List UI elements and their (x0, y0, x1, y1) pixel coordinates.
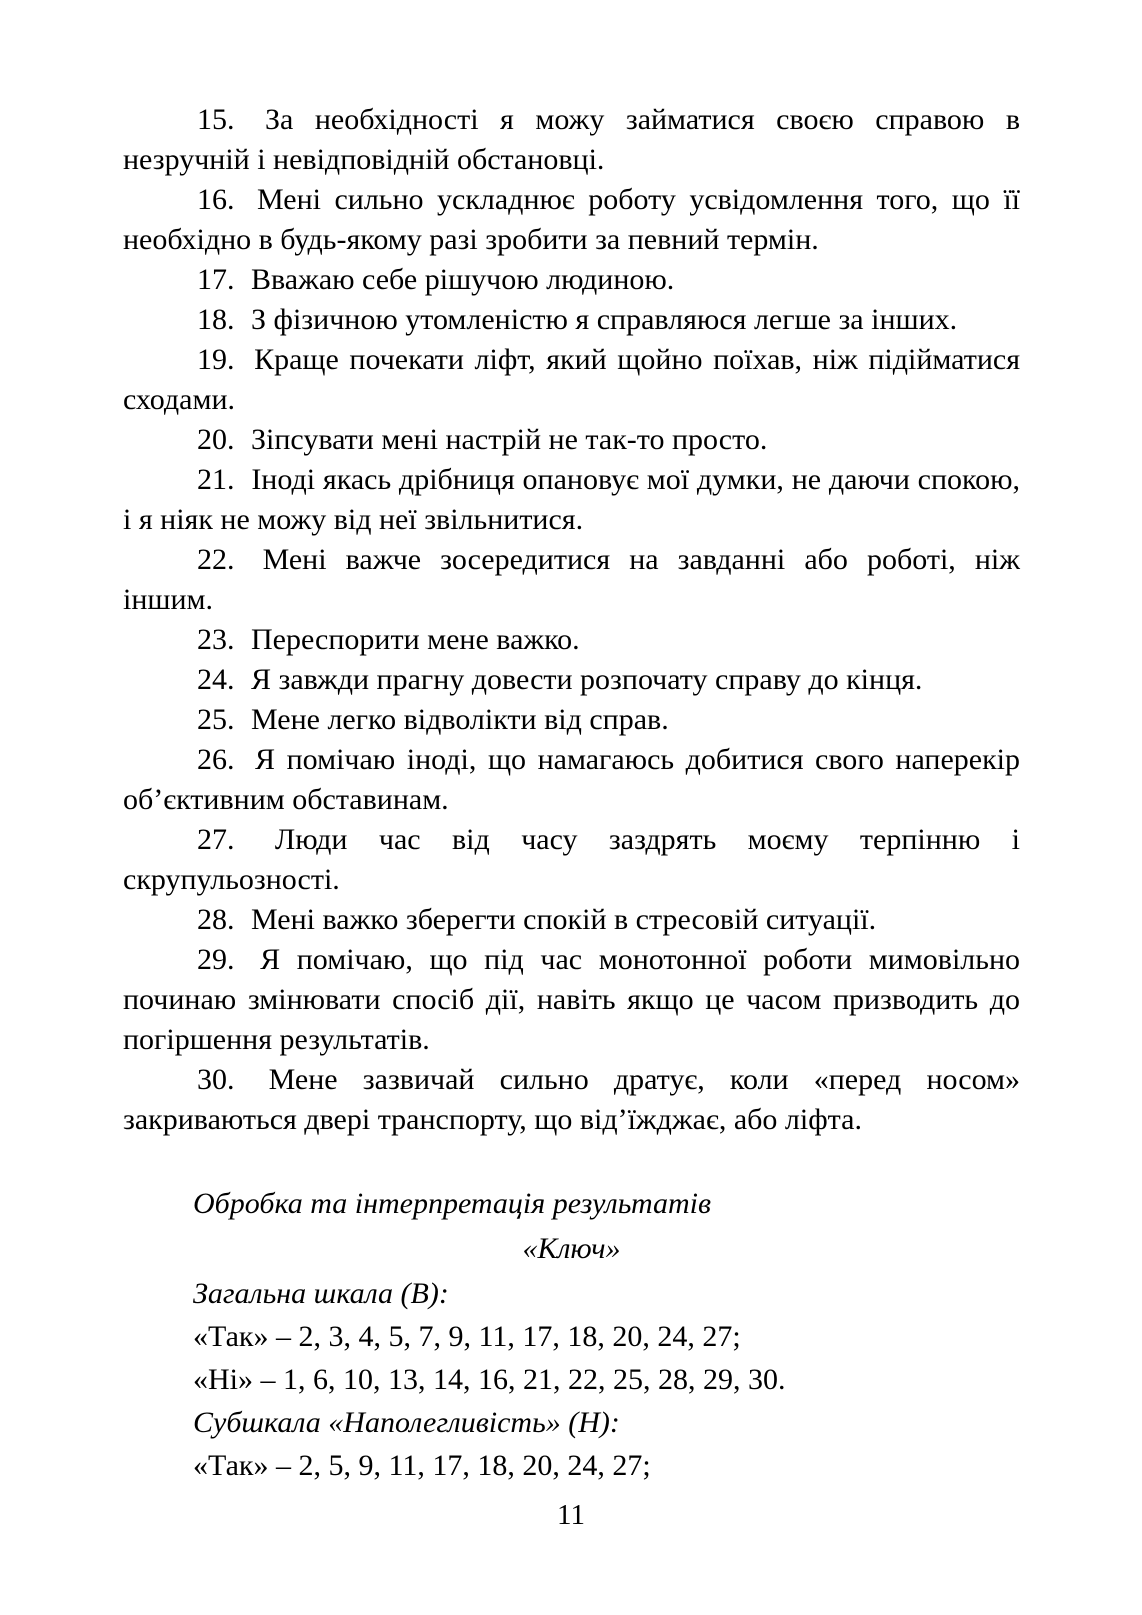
item-text: Вважаю себе рішучою людиною. (251, 263, 675, 296)
questionnaire-item (123, 180, 1020, 260)
questionnaire-item (123, 900, 1020, 940)
key-title: «Ключ» (522, 1232, 621, 1265)
questionnaire-item (123, 540, 1020, 620)
item-text: Мені важче зосередитися на завданні або роботі, ніж іншим. (123, 543, 1020, 616)
page-number: 11 (557, 1499, 585, 1531)
item-number: 28. (197, 903, 235, 936)
key-subscale-persistence-yes: «Так» – 2, 5, 9, 11, 17, 18, 20, 24, 27; (193, 1449, 651, 1482)
key-scale-general-yes: «Так» – 2, 3, 4, 5, 7, 9, 11, 17, 18, 20, 24, 27; (193, 1320, 741, 1353)
item-number: 29. (197, 943, 235, 976)
text-block (123, 100, 1020, 1487)
item-text: Люди час від часу заздрять моєму терпінню і скрупульозності. (123, 823, 1020, 896)
item-number: 22. (197, 543, 235, 576)
item-number: 18. (197, 303, 235, 336)
item-text: З фізичною утомленістю я справляюся легше за інших. (251, 303, 958, 336)
item-number: 24. (197, 663, 235, 696)
questionnaire-item (123, 340, 1020, 420)
key-scale-general: Загальна шкала (В): (193, 1277, 449, 1310)
item-text: Краще почекати ліфт, який щойно поїхав, ніж підійматися сходами. (123, 343, 1020, 416)
item-text: Я помічаю, що під час монотонної роботи мимовільно починаю змінювати спосіб дії, навіть якщо це часом призводить до погіршення результатів. (123, 943, 1021, 1056)
item-number: 21. (197, 463, 235, 496)
questionnaire-item (123, 420, 1020, 460)
item-text: Зіпсувати мені настрій не так-то просто. (251, 423, 768, 456)
questionnaire-item (123, 820, 1020, 900)
results-section-heading: Обробка та інтерпретація результатів (193, 1187, 712, 1220)
key-scale-general-no: «Ні» – 1, 6, 10, 13, 14, 16, 21, 22, 25, 28, 29, 30. (193, 1363, 786, 1396)
item-number: 25. (197, 703, 235, 736)
item-text: Я завжди прагну довести розпочату справу до кінця. (251, 663, 923, 696)
questionnaire-item (123, 100, 1020, 180)
item-number: 26. (197, 743, 235, 776)
item-number: 19. (197, 343, 235, 376)
item-number: 17. (197, 263, 235, 296)
questionnaire-item (123, 660, 1020, 700)
questionnaire-item (123, 460, 1020, 540)
item-text: За необхідності я можу займатися своєю справою в незручній і невідповідній обстановці. (123, 103, 1020, 176)
questionnaire-item (123, 700, 1020, 740)
questionnaire-item (123, 620, 1020, 660)
item-number: 20. (197, 423, 235, 456)
key-subscale-persistence: Субшкала «Наполегливість» (Н): (193, 1406, 620, 1439)
item-number: 16. (197, 183, 235, 216)
questionnaire-item (123, 740, 1020, 820)
item-number: 23. (197, 623, 235, 656)
item-text: Переспорити мене важко. (251, 623, 580, 656)
questionnaire-item (123, 300, 1020, 340)
item-text: Я помічаю іноді, що намагаюсь добитися свого наперекір об’єктивним обставинам. (123, 743, 1020, 816)
questionnaire-item (123, 940, 1020, 1060)
questionnaire-item (123, 260, 1020, 300)
item-number: 30. (197, 1063, 235, 1096)
item-number: 27. (197, 823, 235, 856)
item-text: Іноді якась дрібниця опановує мої думки, не даючи спокою, і я ніяк не можу від неї звільнитися. (123, 463, 1021, 536)
questionnaire-item (123, 1060, 1020, 1140)
item-text: Мені важко зберегти спокій в стресовій ситуації. (251, 903, 877, 936)
item-text: Мене легко відволікти від справ. (251, 703, 669, 736)
item-text: Мене зазвичай сильно дратує, коли «перед носом» закриваються двері транспорту, що від’їжджає, або ліфта. (123, 1063, 1020, 1136)
item-number: 15. (197, 103, 235, 136)
item-text: Мені сильно ускладнює роботу усвідомлення того, що її необхідно в будь-якому разі зробити за певний термін. (123, 183, 1020, 256)
